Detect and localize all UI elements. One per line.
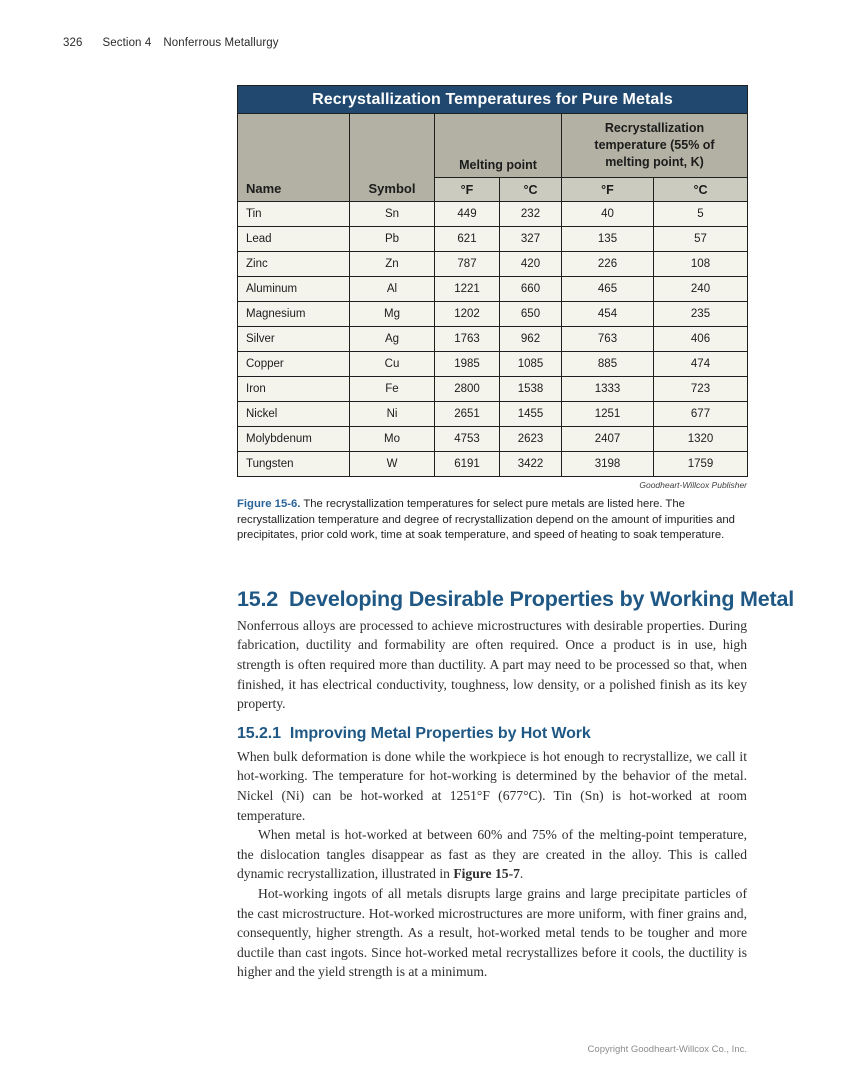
table-cell: 1763 xyxy=(435,327,500,352)
table-cell: 3422 xyxy=(500,452,562,477)
paragraph: When bulk deformation is done while the workpiece is hot enough to recrystallize, we call it hot-working. The temperature for hot-working is determined by the behavior of the metal. Nickel (Ni) can be hot-worked at 1251°F (677°C). Tin (Sn) is hot-worked at room temperature. xyxy=(237,748,747,823)
table-cell: 2407 xyxy=(562,427,654,452)
table-cell: Magnesium xyxy=(238,302,350,327)
figure-reference: Figure 15-7 xyxy=(453,866,520,882)
section-label: Section 4 xyxy=(102,37,152,49)
table-cell: 1320 xyxy=(654,427,748,452)
table-row xyxy=(238,427,748,452)
table-cell: Tin xyxy=(238,202,350,227)
table-cell: 474 xyxy=(654,352,748,377)
recrystallization-table xyxy=(237,85,748,477)
unit-header-f: °F xyxy=(435,178,500,202)
running-head xyxy=(63,37,279,49)
unit-header-f: °F xyxy=(562,178,654,202)
table-cell: 4753 xyxy=(435,427,500,452)
figure-caption xyxy=(237,497,747,544)
section-heading-15-2-1 xyxy=(237,725,747,743)
col-header-name: Name xyxy=(238,114,350,202)
table-cell: 40 xyxy=(562,202,654,227)
table-cell: Tungsten xyxy=(238,452,350,477)
table-cell: 763 xyxy=(562,327,654,352)
table-cell: Copper xyxy=(238,352,350,377)
table-cell: 57 xyxy=(654,227,748,252)
section-number: 15.2 xyxy=(237,586,279,611)
table-cell: Fe xyxy=(350,377,435,402)
table-cell: Sn xyxy=(350,202,435,227)
page-number: 326 xyxy=(63,37,83,49)
table-cell: 677 xyxy=(654,402,748,427)
table-title-row xyxy=(238,86,748,114)
table-row xyxy=(238,202,748,227)
paragraph-text: When metal is hot-worked at between 60% and 75% of the melting-point temperature, the dislocation tangles disappear as fast as they are created in the alloy. This is called dynamic recrystallization, illustrated in xyxy=(237,827,747,882)
table-cell: Iron xyxy=(238,377,350,402)
subsection-title-text: Improving Metal Properties by Hot Work xyxy=(289,724,591,742)
table-cell: Aluminum xyxy=(238,277,350,302)
table-cell: Ag xyxy=(350,327,435,352)
table-cell: Lead xyxy=(238,227,350,252)
table-group-header-row xyxy=(238,114,748,178)
table-cell: 1085 xyxy=(500,352,562,377)
table-credit: Goodheart-Willcox Publisher xyxy=(639,480,747,490)
table-cell: 1759 xyxy=(654,452,748,477)
table-cell: 885 xyxy=(562,352,654,377)
table-cell: 1251 xyxy=(562,402,654,427)
section-heading-15-2 xyxy=(237,586,794,612)
table-cell: 406 xyxy=(654,327,748,352)
table-cell: 2800 xyxy=(435,377,500,402)
table-row xyxy=(238,277,748,302)
table-cell: 1202 xyxy=(435,302,500,327)
table-cell: 6191 xyxy=(435,452,500,477)
table-cell: 650 xyxy=(500,302,562,327)
table-cell: 723 xyxy=(654,377,748,402)
table-cell: 621 xyxy=(435,227,500,252)
paragraph: Hot-working ingots of all metals disrupts large grains and large precipitate particles of the cast microstructure. Hot-worked microstructures are more uniform, with finer grains and, consequently, higher strength. As a result, hot-worked metal tends to be tougher and more ductile than cast ingots. Since hot-worked metal recrystallizes before it cools, the ductility is higher and the yield strength is at a minimum. xyxy=(237,885,747,980)
col-header-recrystallization: Recrystallization temperature (55% of melting point, K) xyxy=(562,114,748,178)
section-title: Nonferrous Metallurgy xyxy=(163,37,279,49)
table-cell: 1221 xyxy=(435,277,500,302)
subsection-number: 15.2.1 xyxy=(237,724,281,742)
table-cell: 240 xyxy=(654,277,748,302)
table-cell: 3198 xyxy=(562,452,654,477)
table-row xyxy=(238,452,748,477)
table-title: Recrystallization Temperatures for Pure Metals xyxy=(238,86,748,114)
table-cell: Nickel xyxy=(238,402,350,427)
copyright-notice: Copyright Goodheart-Willcox Co., Inc. xyxy=(587,1044,747,1055)
paragraph xyxy=(237,825,747,884)
table-cell: 1333 xyxy=(562,377,654,402)
table-cell: Mo xyxy=(350,427,435,452)
unit-header-c: °C xyxy=(654,178,748,202)
paragraph-text: . xyxy=(519,866,524,882)
table-cell: 660 xyxy=(500,277,562,302)
table-row xyxy=(238,377,748,402)
table-cell: 235 xyxy=(654,302,748,327)
table-cell: 420 xyxy=(500,252,562,277)
table-cell: 962 xyxy=(500,327,562,352)
table-cell: 108 xyxy=(654,252,748,277)
unit-header-c: °C xyxy=(500,178,562,202)
table-cell: Pb xyxy=(350,227,435,252)
table-cell: 1455 xyxy=(500,402,562,427)
table-cell: 2623 xyxy=(500,427,562,452)
figure-caption-label: Figure 15-6. xyxy=(237,498,301,510)
table-cell: 465 xyxy=(562,277,654,302)
table-row xyxy=(238,252,748,277)
table-cell: 2651 xyxy=(435,402,500,427)
table-cell: 5 xyxy=(654,202,748,227)
table-cell: W xyxy=(350,452,435,477)
table-cell: 449 xyxy=(435,202,500,227)
content-column xyxy=(237,85,794,982)
figure-caption-text: The recrystallization temperatures for select pure metals are listed here. The recrystallization temperature and degree of recrystallization depend on the amount of impurities and precipitates, prior cold work, time at soak temperature, and speed of heating to soak temperature. xyxy=(237,498,735,542)
table-cell: Cu xyxy=(350,352,435,377)
col-header-symbol: Symbol xyxy=(350,114,435,202)
table-row xyxy=(238,227,748,252)
table-cell: Ni xyxy=(350,402,435,427)
table-cell: 135 xyxy=(562,227,654,252)
section-title-text: Developing Desirable Properties by Working Metal xyxy=(289,586,794,611)
table-cell: Zinc xyxy=(238,252,350,277)
table-row xyxy=(238,302,748,327)
table-row xyxy=(238,327,748,352)
paragraph: Nonferrous alloys are processed to achieve microstructures with desirable properties. During fabrication, ductility and formability are often required. Once a product is in use, high strength is often required more than ductility. A part may need to be processed so that, when finished, it has electrical conductivity, toughness, low density, or a polished finish as its key property. xyxy=(237,617,747,712)
table-cell: 327 xyxy=(500,227,562,252)
table-cell: Silver xyxy=(238,327,350,352)
table-row xyxy=(238,402,748,427)
table-cell: 787 xyxy=(435,252,500,277)
table-cell: 232 xyxy=(500,202,562,227)
table-cell: Mg xyxy=(350,302,435,327)
table-cell: Molybdenum xyxy=(238,427,350,452)
table-cell: 1538 xyxy=(500,377,562,402)
table-cell: 226 xyxy=(562,252,654,277)
table-cell: Al xyxy=(350,277,435,302)
table-row xyxy=(238,352,748,377)
table-cell: Zn xyxy=(350,252,435,277)
col-header-melting-point: Melting point xyxy=(435,114,562,178)
table-cell: 1985 xyxy=(435,352,500,377)
table-cell: 454 xyxy=(562,302,654,327)
